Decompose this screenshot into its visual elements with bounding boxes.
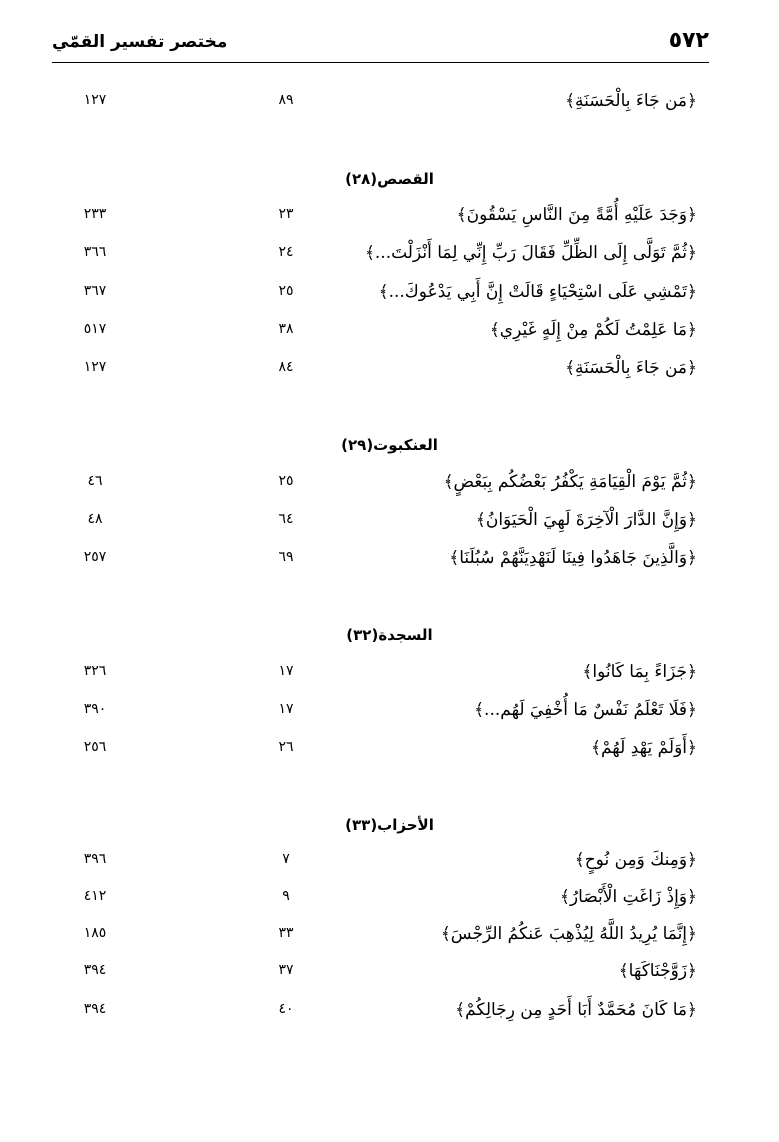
page-reference: ٣٩٠ [83,701,107,717]
index-row [0,659,779,693]
index-row [0,697,779,731]
verse-text: ﴿مَن جَاءَ بِالْحَسَنَةِ﴾ [565,358,697,378]
page-reference: ٥١٧ [83,321,107,337]
page-reference: ١٢٧ [83,359,107,375]
index-row [0,469,779,503]
verse-text: ﴿إِنَّمَا يُرِيدُ اللَّهُ لِيُذْهِبَ عَنكُمُ الرِّجْسَ﴾ [440,924,697,944]
ayah-number: ٢٣ [278,206,294,222]
ayah-number: ١٧ [278,663,294,679]
verse-text: ﴿وَإِنَّ الدَّارَ الْآخِرَةَ لَهِيَ الْحَيَوَانُ﴾ [475,510,697,530]
page-number: ٥٧٢ [668,28,709,53]
page-reference: ١٨٥ [83,925,107,941]
page-reference: ٢٥٦ [83,739,107,755]
page-reference: ٢٥٧ [83,549,107,565]
surah-heading: القصص(٢٨) [345,170,434,188]
verse-text: ﴿وَجَدَ عَلَيْهِ أُمَّةً مِنَ النَّاسِ يَسْقُونَ﴾ [456,205,697,225]
ayah-number: ٣٨ [278,321,294,337]
page-reference: ٤٦ [87,473,103,489]
surah-heading: السجدة(٣٢) [346,626,433,644]
page-reference: ٣٦٦ [83,244,107,260]
page-reference: ٣٢٦ [83,663,107,679]
verse-text: ﴿مَن جَاءَ بِالْحَسَنَةِ﴾ [565,91,697,111]
ayah-number: ٩ [282,888,290,904]
verse-text: ﴿أَوَلَمْ يَهْدِ لَهُمْ﴾ [591,738,697,758]
surah-heading: الأحزاب(٣٣) [345,816,434,834]
verse-text: ﴿وَمِنكَ وَمِن نُوحٍ﴾ [574,850,697,870]
page-reference: ١٢٧ [83,92,107,108]
ayah-number: ٣٧ [278,962,294,978]
index-row [0,735,779,769]
ayah-number: ٧ [282,851,290,867]
index-row [0,240,779,274]
verse-text: ﴿وَالَّذِينَ جَاهَدُوا فِينَا لَنَهْدِيَنَّهُمْ سُبُلَنَا﴾ [449,548,697,568]
index-row [0,921,779,955]
book-title: مختصر تفسير القمّي [52,32,228,52]
verse-text: ﴿تَمْشِي عَلَى اسْتِحْيَاءٍ قَالَتْ إِنَّ أَبِي يَدْعُوكَ...﴾ [378,282,697,302]
verse-text: ﴿ثُمَّ يَوْمَ الْقِيَامَةِ يَكْفُرُ بَعْضُكُم بِبَعْضٍ﴾ [443,472,697,492]
index-row [0,847,779,881]
verse-text: ﴿زَوَّجْنَاكَهَا﴾ [618,961,697,981]
index-row [0,884,779,918]
ayah-number: ٢٤ [278,244,294,260]
ayah-number: ٣٣ [278,925,294,941]
ayah-number: ٢٥ [278,283,294,299]
ayah-number: ١٧ [278,701,294,717]
header-divider [52,62,709,63]
ayah-number: ٨٤ [278,359,294,375]
index-row [0,355,779,389]
ayah-number: ٦٩ [278,549,294,565]
index-row [0,507,779,541]
ayah-number: ٢٦ [278,739,294,755]
page-reference: ٣٦٧ [83,283,107,299]
page-reference: ٣٩٦ [83,851,107,867]
page-reference: ٣٩٤ [83,962,107,978]
surah-heading: العنكبوت(٢٩) [341,436,438,454]
index-row [0,958,779,992]
page-reference: ٢٣٣ [83,206,107,222]
index-row [0,279,779,313]
index-row [0,88,779,122]
page-reference: ٤١٢ [83,888,107,904]
verse-text: ﴿ثُمَّ تَوَلَّى إِلَى الظِّلِّ فَقَالَ رَبِّ إِنِّي لِمَا أَنْزَلْتَ...﴾ [364,243,697,263]
ayah-number: ٢٥ [278,473,294,489]
index-row [0,997,779,1031]
ayah-number: ٤٠ [278,1001,294,1017]
index-row [0,545,779,579]
index-row [0,317,779,351]
verse-text: ﴿مَا عَلِمْتُ لَكُمْ مِنْ إِلَهٍ غَيْرِي﴾ [489,320,697,340]
verse-text: ﴿فَلَا تَعْلَمُ نَفْسٌ مَا أُخْفِيَ لَهُم...﴾ [474,700,697,720]
page-reference: ٤٨ [87,511,103,527]
ayah-number: ٦٤ [278,511,294,527]
page-reference: ٣٩٤ [83,1001,107,1017]
verse-text: ﴿مَا كَانَ مُحَمَّدٌ أَبَا أَحَدٍ مِن رِجَالِكُمْ﴾ [455,1000,697,1020]
verse-text: ﴿جَزَاءً بِمَا كَانُوا﴾ [582,662,697,682]
index-row [0,202,779,236]
page-header [52,28,709,62]
ayah-number: ٨٩ [278,92,294,108]
verse-text: ﴿وَإِذْ زَاغَتِ الْأَبْصَارُ﴾ [559,887,697,907]
